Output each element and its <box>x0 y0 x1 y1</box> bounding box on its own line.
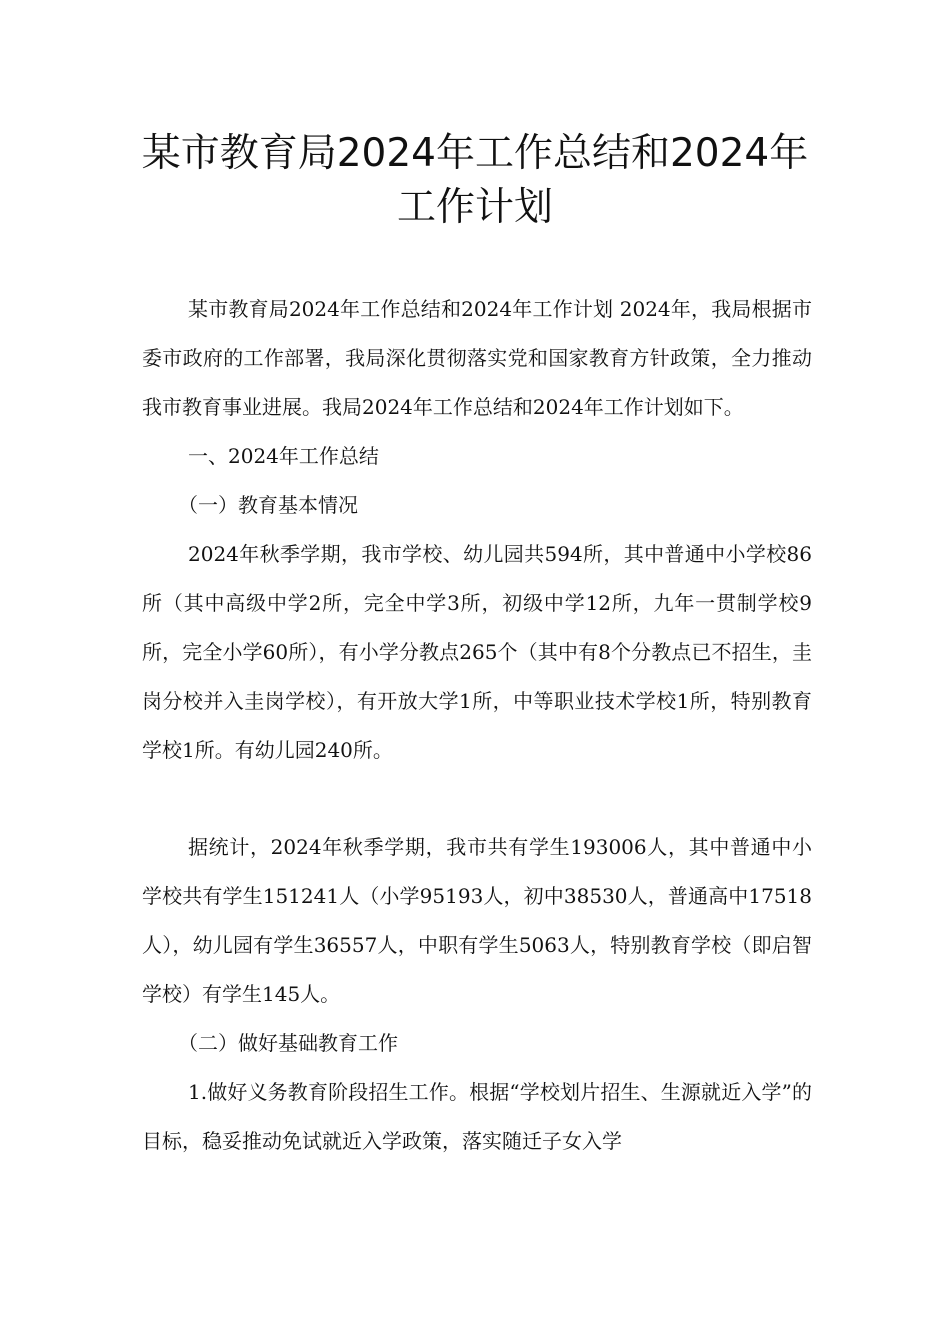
section-heading-1: 一、2024年工作总结 <box>188 444 379 468</box>
intro-paragraph: 某市教育局2024年工作总结和2024年工作计划 2024年，我局根据市委市政府的工作部署，我局深化贯彻落实党和国家教育方针政策，全力推动我市教育事业进展。我局2024年工作总结和2024年工作计划如下。 <box>142 297 812 419</box>
subsection-heading-2: （二）做好基础教育工作 <box>178 1031 398 1055</box>
subsection-heading-1: （一）教育基本情况 <box>178 493 358 517</box>
item-1-paragraph: 1.做好义务教育阶段招生工作。根据“学校划片招生、生源就近入学”的目标，稳妥推动免试就近入学政策，落实随迁子女入学 <box>142 1080 812 1153</box>
paragraph-gap <box>142 775 812 823</box>
document-body <box>142 285 812 1166</box>
document-title-line2: 工作计划 <box>396 185 553 230</box>
students-paragraph: 据统计，2024年秋季学期，我市共有学生193006人，其中普通中小学校共有学生151241人（小学95193人，初中38530人，普通高中17518人），幼儿园有学生36557人，中职有学生5063人，特别教育学校（即启智学校）有学生145人。 <box>142 835 812 1006</box>
schools-paragraph: 2024年秋季学期，我市学校、幼儿园共594所，其中普通中小学校86所（其中高级中学2所，完全中学3所，初级中学12所，九年一贯制学校9所，完全小学60所），有小学分教点265个（其中有8个分教点已不招生，圭岗分校并入圭岗学校），有开放大学1所，中等职业技术学校1所，特别教育学校1所。有幼儿园240所。 <box>142 542 812 762</box>
document-title-line1: 某市教育局2024年工作总结和2024年 <box>141 131 809 176</box>
